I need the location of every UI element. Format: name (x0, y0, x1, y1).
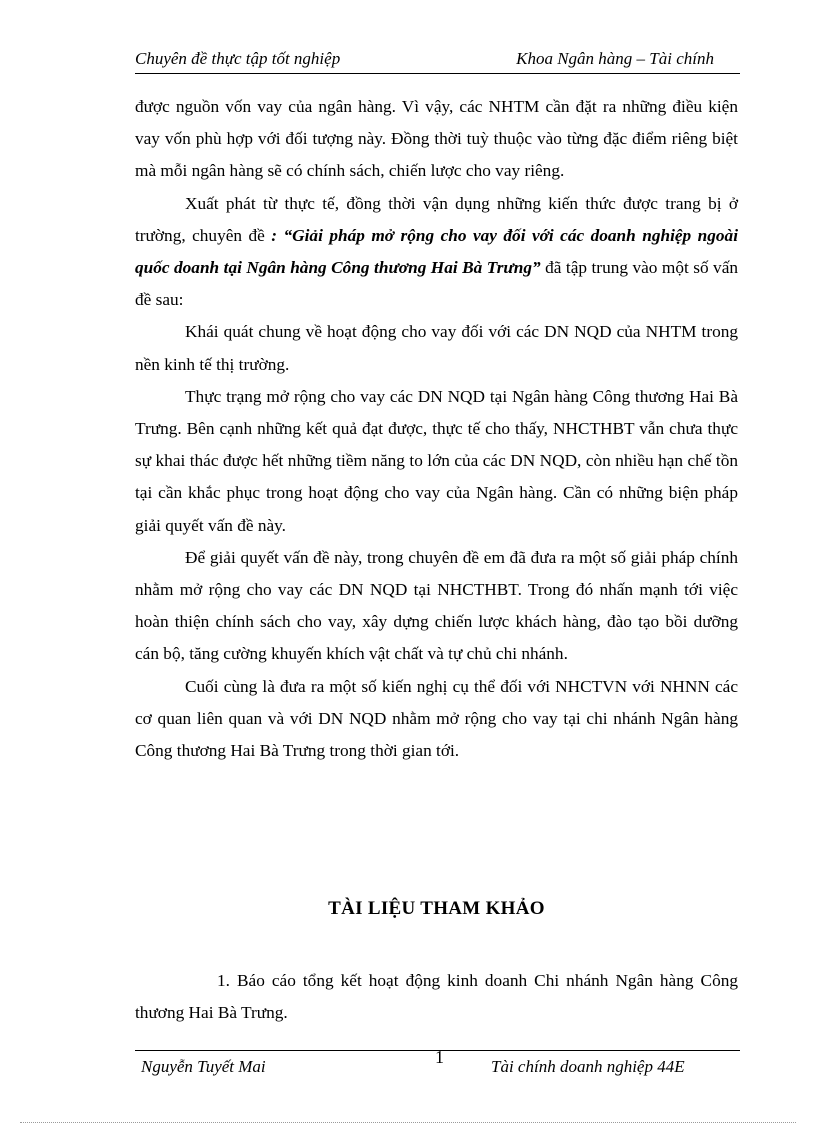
references-heading: TÀI LIỆU THAM KHẢO (328, 898, 545, 919)
paragraph-2-intro: Xuất phát từ thực tế, đồng thời vận dụng những kiến thức được trang bị ở trường, chuyên đề (135, 193, 738, 245)
footer-author: Nguyễn Tuyết Mai (141, 1057, 266, 1076)
reference-item: 1. Báo cáo tổng kết hoạt động kinh doanh Chi nhánh Ngân hàng Công thương Hai Bà Trưng. (135, 971, 738, 1023)
paragraph-3: Khái quát chung về hoạt động cho vay đối với các DN NQD của NHTM trong nền kinh tế thị trường. (135, 322, 738, 374)
paragraph-4: Thực trạng mở rộng cho vay các DN NQD tại Ngân hàng Công thương Hai Bà Trưng. Bên cạnh những kết quả đạt được, thực tế cho thấy, NHCTHBT vẫn chưa thực sự khai thác được hết những tiềm năng to lớn của các DN NQD, còn nhiều hạn chế tồn tại cần khắc phục trong hoạt động cho vay của Ngân hàng. Cần có những biện pháp giải quyết vấn đề này. (135, 386, 738, 535)
paragraph-6: Cuối cùng là đưa ra một số kiến nghị cụ thể đối với NHCTVN với NHNN các cơ quan liên quan và với DN NQD nhằm mở rộng cho vay tại chi nhánh Ngân hàng Công thương Hai Bà Trưng trong thời gian tới. (135, 676, 738, 761)
paragraph-5: Để giải quyết vấn đề này, trong chuyên đề em đã đưa ra một số giải pháp chính nhằm mở rộng cho vay các DN NQD tại NHCTHBT. Trong đó nhấn mạnh tới việc hoàn thiện chính sách cho vay, xây dựng chiến lược khách hàng, đào tạo bồi dưỡng cán bộ, tăng cường khuyến khích vật chất và tự chủ chi nhánh. (135, 547, 738, 664)
body-text (135, 91, 738, 767)
thesis-title-quote: : “Giải pháp mở rộng cho vay đối với các doanh nghiệp ngoài quốc doanh tại Ngân hàng Công thương Hai Bà Trưng” (135, 225, 738, 278)
references-list (135, 965, 738, 1029)
paragraph-1: được nguồn vốn vay của ngân hàng. Vì vậy, các NHTM cần đặt ra những điều kiện vay vốn phù hợp với đối tượng này. Đồng thời tuỳ thuộc vào từng đặc điểm riêng biệt mà mỗi ngân hàng sẽ có chính sách, chiến lược cho vay riêng. (135, 97, 738, 181)
page-footer (135, 1047, 740, 1079)
header-thesis-title: Chuyên đề thực tập tốt nghiệp (135, 49, 341, 68)
paragraph-2-outro: đã tập trung vào một số vấn đề sau: (135, 258, 739, 310)
page-number: 1 (435, 1047, 444, 1067)
footer-class: Tài chính doanh nghiệp 44E (491, 1057, 685, 1076)
header-faculty: Khoa Ngân hàng – Tài chính (516, 49, 714, 68)
paragraph-2 (135, 188, 738, 317)
page-header (135, 47, 740, 74)
